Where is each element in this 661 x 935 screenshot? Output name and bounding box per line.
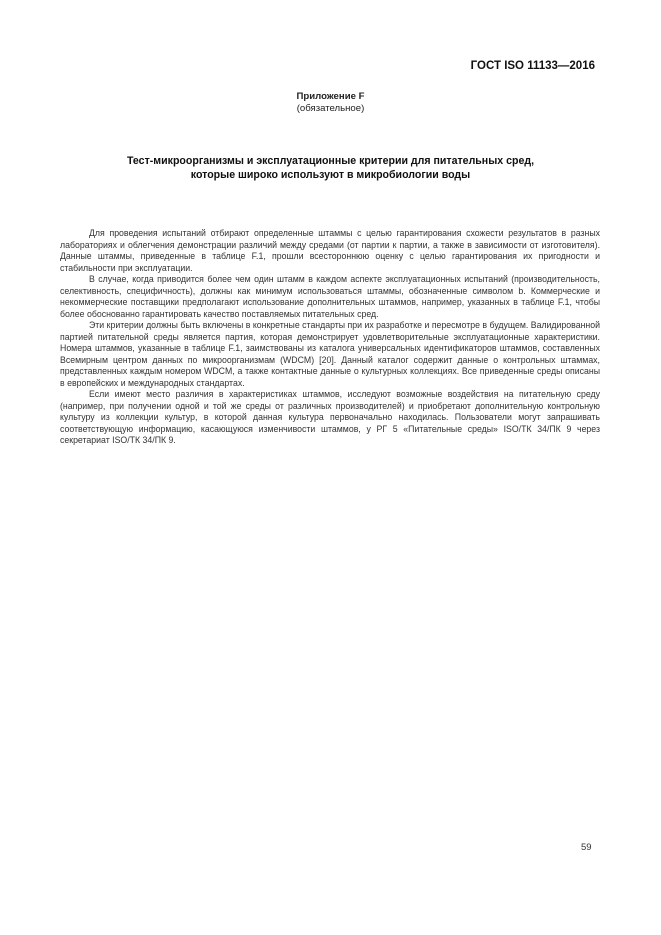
section-title-line-1: Тест-микроорганизмы и эксплуатационные критерии для питательных сред,: [126, 155, 535, 167]
section-title: [60, 154, 601, 182]
paragraph: Эти критерии должны быть включены в конкретные стандарты при их разработке и пересмотре в будущем. Валидированной партией питательной среды является партия, которая демонстрирует удовлетворительные эксплуатационные характеристики. Номера штаммов, указанные в таблице F.1, заимствованы из каталога универсальных идентификаторов штаммов, составленных Всемирным центром данных по микроорганизмам (WDCM) [20]. Данный каталог содержит данные о контрольных штаммах, представленных каждым номером WDCM, а также контактные данные о культурных коллекциях. Все приведенные среды описаны в европейских и международных стандартах.: [60, 320, 600, 388]
standard-code-header: ГОСТ ISO 11133—2016: [470, 60, 595, 72]
paragraph: Для проведения испытаний отбирают определенные штаммы с целью гарантирования схожести результатов в разных лабораториях и облегчения демонстрации различий между средами (от партии к партии, а также в зависимости от изготовителя). Данные штаммы, приведенные в таблице F.1, прошли всестороннюю оценку с целью гарантирования их пригодности и стабильности при эксплуатации.: [60, 228, 600, 273]
section-title-line-2: которые широко используют в микробиологии воды: [190, 169, 471, 181]
annex-heading: [0, 91, 661, 115]
page-number: 59: [581, 842, 592, 853]
annex-status: (обязательное): [296, 103, 365, 114]
body-text: [60, 228, 600, 447]
paragraph: Если имеют место различия в характеристиках штаммов, исследуют возможные воздействия на питательную среду (например, при получении одной и той же среды от различных производителей) и приобретают дополнительную контрольную культуру из коллекции культур, в которой данная культура первоначально находилась. Пользователи могут запрашивать соответствующую информацию, касающуюся изменчивости штаммов, у РГ 5 «Питательные среды» ISO/ТК 34/ПК 9 через секретариат ISO/ТК 34/ПК 9.: [60, 389, 600, 445]
paragraph: В случае, когда приводится более чем один штамм в каждом аспекте эксплуатационных испытаний (производительность, селективность, специфичность), должны как минимум использоваться штаммы, обозначенные символом b. Коммерческие и некоммерческие поставщики предполагают использование дополнительных штаммов, например, указанных в таблице F.1, чтобы более обоснованно гарантировать качество поставляемых питательных сред.: [60, 274, 600, 319]
annex-label: Приложение F: [296, 91, 365, 102]
